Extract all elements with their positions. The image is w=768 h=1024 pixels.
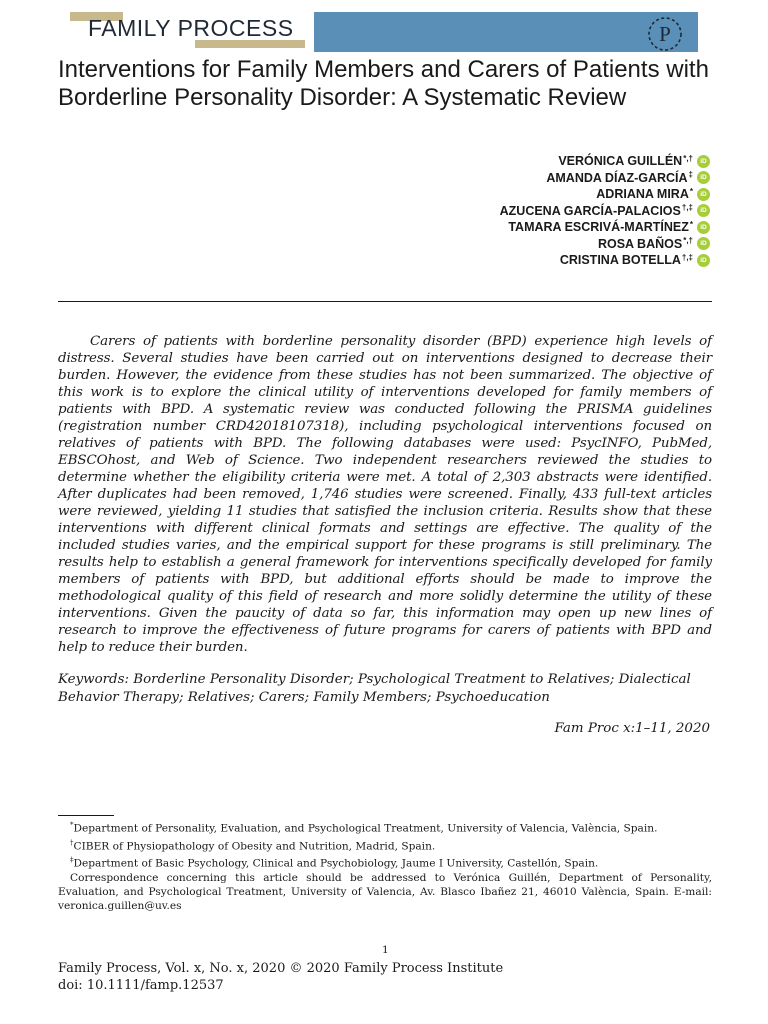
- affiliation-marks: *: [689, 219, 693, 229]
- author-name: CRISTINA BOTELLA: [559, 253, 681, 268]
- author-entry: [500, 153, 710, 170]
- footnote-mark: †: [70, 838, 74, 847]
- article-title: Interventions for Family Members and Carers of Patients with Borderline Personality Disorder: A Systematic Review: [58, 56, 709, 111]
- footnote-mark: *: [70, 821, 74, 829]
- footnote-text: Department of Personality, Evaluation, and Psychological Treatment, University of Valencia, València, Spain.: [73, 822, 658, 835]
- orcid-icon[interactable]: iD: [697, 204, 710, 217]
- author-name: AZUCENA GARCÍA-PALACIOS: [499, 203, 681, 218]
- footnote: [58, 853, 712, 871]
- footnote: [58, 836, 712, 854]
- journal-name[interactable]: FAMILY PROCESS: [88, 15, 294, 41]
- header-band: [314, 12, 698, 52]
- orcid-icon[interactable]: iD: [697, 237, 710, 250]
- footer-doi[interactable]: doi: 10.1111/famp.12537: [58, 978, 224, 993]
- orcid-icon[interactable]: iD: [697, 254, 710, 267]
- author-name: VERÓNICA GUILLÉN: [558, 154, 683, 169]
- orcid-icon[interactable]: iD: [697, 221, 710, 234]
- footnote-text: Correspondence concerning this article should be addressed to Verónica Guillén, Department of Personality, Evaluation, and Psychological Treatment, University of Valencia, Av. Blasco Ibañez 21, 46010 València, Spain. E-mail: veronica.guillen@uv.es: [58, 871, 712, 912]
- affiliation-marks: †,‡: [681, 252, 693, 262]
- affiliation-marks: *,†: [683, 153, 693, 163]
- orcid-icon[interactable]: iD: [697, 171, 710, 184]
- page-number: 1: [382, 944, 389, 956]
- journal-citation: Fam Proc x:1–11, 2020: [554, 721, 710, 736]
- footnote-text: Department of Basic Psychology, Clinical and Psychobiology, Jaume I University, Castellón, Spain.: [73, 857, 599, 870]
- abstract: Carers of patients with borderline personality disorder (BPD) experience high levels of distress. Several studies have been carried out on interventions designed to decrease their burden. However, the evidence from these studies has not been summarized. The objective of this work is to explore the clinical utility of interventions developed for family members of patients with BPD. A systematic review was conducted following the PRISMA guidelines (registration number CRD42018107318), including psychological interventions focused on relatives of patients with BPD. The following databases were used: PsycINFO, PubMed, EBSCOhost, and Web of Science. Two independent researchers reviewed the studies to determine whether the eligibility criteria were met. A total of 2,303 abstracts were identified. After duplicates had been removed, 1,746 studies were screened. Finally, 433 full-text articles were reviewed, yielding 11 studies that satisfied the inclusion criteria. Results show that these interventions with different clinical formats and settings are effective. The quality of the included studies varies, and the empirical support for these programs is still preliminary. The results help to establish a general framework for interventions specifically developed for family members of patients with BPD, but additional efforts should be made to improve the methodological quality of this field of research and more solidly determine the utility of these interventions. Given the paucity of data so far, this information may open up new lines of research to improve the effectiveness of future programs for carers of patients with BPD and help to reduce their burden.: [58, 334, 712, 655]
- section-divider: [58, 301, 712, 302]
- author-list: [500, 153, 710, 269]
- affiliation-marks: *: [689, 186, 693, 196]
- orcid-icon[interactable]: iD: [697, 188, 710, 201]
- page-footer: [58, 960, 503, 994]
- affiliation-marks: *,†: [683, 236, 693, 246]
- footnote-mark: ‡: [70, 856, 74, 865]
- author-name: ROSA BAÑOS: [597, 236, 683, 251]
- orcid-icon[interactable]: iD: [697, 155, 710, 168]
- author-name: ADRIANA MIRA: [596, 187, 689, 202]
- svg-text:P: P: [659, 22, 671, 46]
- keywords: Keywords: Borderline Personality Disorder; Psychological Treatment to Relatives; Dialectical Behavior Therapy; Relatives; Carers; Family Members; Psychoeducation: [58, 672, 691, 705]
- footnote-text: CIBER of Physiopathology of Obesity and Nutrition, Madrid, Spain.: [73, 840, 436, 853]
- author-name: TAMARA ESCRIVÁ-MARTÍNEZ: [508, 220, 689, 235]
- author-entry: [500, 170, 710, 187]
- footnotes: [58, 818, 712, 913]
- footer-copyright: Family Process, Vol. x, No. x, 2020 © 2020 Family Process Institute: [58, 961, 504, 976]
- footnote: [58, 818, 712, 836]
- affiliation-marks: †,‡: [681, 203, 693, 213]
- author-entry: [500, 252, 710, 269]
- footnote: [58, 871, 712, 913]
- affiliation-marks: ‡: [688, 170, 693, 180]
- author-entry: [500, 236, 710, 253]
- author-entry: [500, 203, 710, 220]
- footnote-divider: [58, 815, 114, 816]
- journal-logo-icon: [647, 16, 683, 52]
- author-entry: [500, 219, 710, 236]
- author-name: AMANDA DÍAZ-GARCÍA: [546, 170, 688, 185]
- author-entry: [500, 186, 710, 203]
